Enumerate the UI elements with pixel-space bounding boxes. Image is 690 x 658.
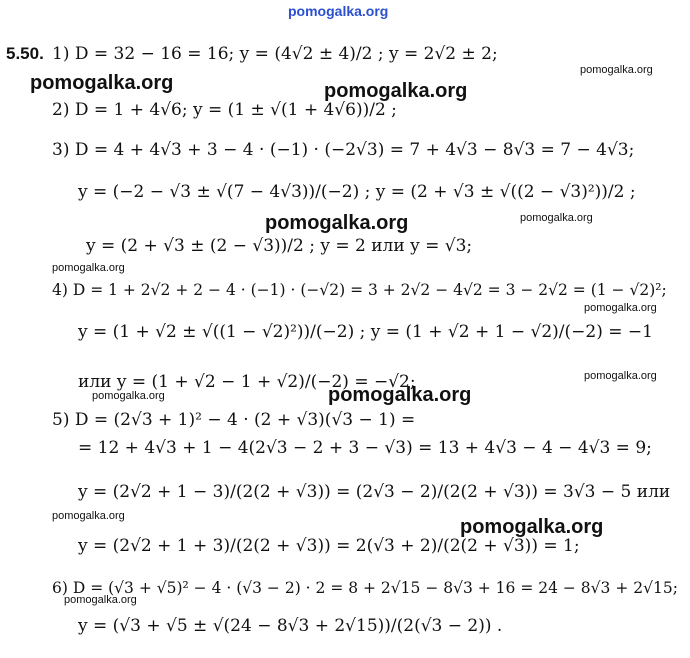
watermark-2: pomogalka.org bbox=[30, 72, 174, 94]
watermark-4: pomogalka.org bbox=[265, 212, 409, 234]
watermark-3: pomogalka.org bbox=[324, 80, 468, 102]
line-6: 4) D = 1 + 2√2 + 2 − 4 · (−1) · (−√2) = 3 + 2√2 − 4√2 = 3 − 2√2 = (1 − √2)²; bbox=[52, 281, 667, 299]
watermark-13: pomogalka.org bbox=[64, 594, 137, 606]
watermark-9: pomogalka.org bbox=[92, 390, 165, 402]
watermark-6: pomogalka.org bbox=[52, 262, 125, 274]
line-8: или y = (1 + √2 − 1 + √2)/(−2) = −√2; bbox=[78, 372, 416, 392]
watermark-10: pomogalka.org bbox=[328, 384, 472, 406]
watermark-11: pomogalka.org bbox=[52, 510, 125, 522]
watermark-1: pomogalka.org bbox=[580, 64, 653, 76]
line-9: 5) D = (2√3 + 1)² − 4 · (2 + √3)(√3 − 1) = bbox=[52, 410, 416, 430]
line-12: y = (2√2 + 1 + 3)/(2(2 + √3)) = 2(√3 + 2)/(2(2 + √3)) = 1; bbox=[78, 536, 580, 556]
line-11: y = (2√2 + 1 − 3)/(2(2 + √3)) = (2√3 − 2)/(2(2 + √3)) = 3√3 − 5 или bbox=[78, 482, 671, 502]
line-5: y = (2 + √3 ± (2 − √3))/2 ; y = 2 или y = √3; bbox=[86, 236, 473, 256]
line-14: y = (√3 + √5 ± √(24 − 8√3 + 2√15))/(2(√3 − 2)) . bbox=[78, 616, 503, 636]
watermark-8: pomogalka.org bbox=[584, 370, 657, 382]
line-2: 2) D = 1 + 4√6; y = (1 ± √(1 + 4√6))/2 ; bbox=[52, 100, 397, 120]
line-3: 3) D = 4 + 4√3 + 3 − 4 · (−1) · (−2√3) = 7 + 4√3 − 8√3 = 7 − 4√3; bbox=[52, 140, 635, 160]
watermark-5: pomogalka.org bbox=[520, 212, 593, 224]
line-10: = 12 + 4√3 + 1 − 4(2√3 − 2 + 3 − √3) = 13 + 4√3 − 4 − 4√3 = 9; bbox=[78, 438, 652, 458]
watermark-top: pomogalka.org bbox=[288, 3, 389, 19]
problem-number: 5.50. bbox=[6, 44, 44, 63]
line-1: 1) D = 32 − 16 = 16; y = (4√2 ± 4)/2 ; y = 2√2 ± 2; bbox=[52, 44, 498, 64]
watermark-7: pomogalka.org bbox=[584, 302, 657, 314]
line-7: y = (1 + √2 ± √((1 − √2)²))/(−2) ; y = (1 + √2 + 1 − √2)/(−2) = −1 bbox=[78, 322, 653, 342]
watermark-12: pomogalka.org bbox=[460, 516, 604, 538]
line-4: y = (−2 − √3 ± √(7 − 4√3))/(−2) ; y = (2 + √3 ± √((2 − √3)²))/2 ; bbox=[78, 182, 636, 202]
line-13: 6) D = (√3 + √5)² − 4 · (√3 − 2) · 2 = 8 + 2√15 − 8√3 + 16 = 24 − 8√3 + 2√15; bbox=[52, 579, 678, 597]
